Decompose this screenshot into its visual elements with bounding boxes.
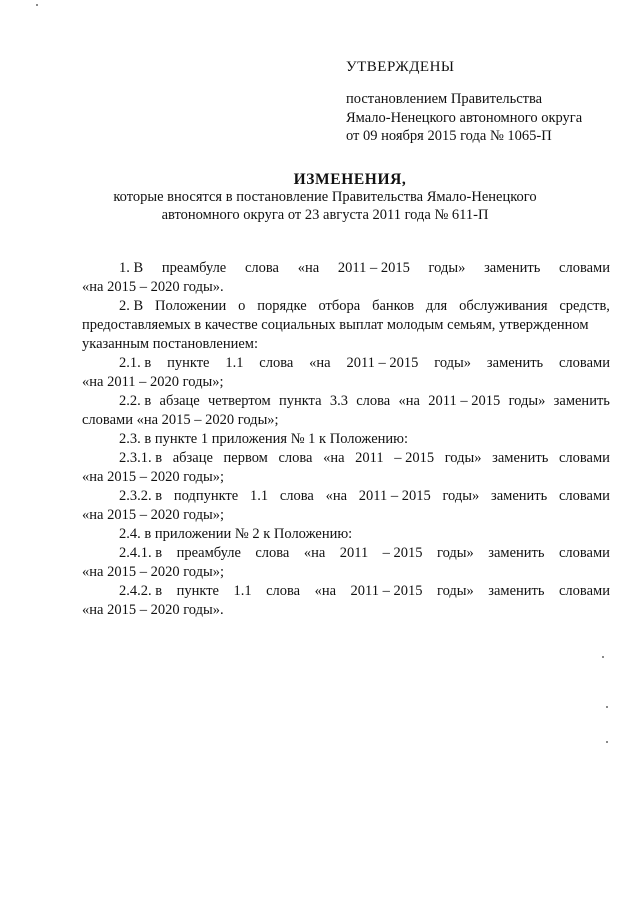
word: четвертом <box>208 393 271 409</box>
word: банков <box>372 298 415 314</box>
word: «на <box>325 488 348 504</box>
scan-speck <box>606 741 608 743</box>
item-2-4-2-line-2: «на 2015 – 2020 годы». <box>82 602 224 618</box>
word: отбора <box>318 298 361 314</box>
approval-line-2: Ямало-Ненецкого автономного округа <box>346 109 583 126</box>
word: 1.1 <box>249 488 269 504</box>
approval-heading: УТВЕРЖДЕНЫ <box>346 59 455 75</box>
approval-line-3: от 09 ноября 2015 года № 1065-П <box>346 128 552 144</box>
item-2-3: 2.3. в пункте 1 приложения № 1 к Положению: <box>119 431 409 447</box>
word: заменить <box>488 545 545 561</box>
item-2-4-1-line-1 <box>82 544 610 563</box>
item-2-line-3: указанным постановлением: <box>82 336 258 352</box>
word: для <box>425 298 448 314</box>
word: 3.3 <box>329 393 348 409</box>
word: годы» <box>442 488 480 504</box>
word: 1.1 <box>233 583 252 599</box>
word: слова <box>356 393 391 409</box>
word: 2011 – 2015 <box>358 488 431 504</box>
item-2-4-2-line-1 <box>82 582 610 601</box>
word: «на <box>323 450 345 466</box>
word: 2. В <box>119 298 144 314</box>
word: годы» <box>436 583 474 599</box>
approval-line-1: постановлением Правительства <box>346 91 543 107</box>
word: пункте <box>167 355 210 371</box>
word: словами <box>558 545 610 561</box>
item-1-line-1 <box>82 259 610 278</box>
word: преамбуле <box>176 545 241 561</box>
word: слова <box>255 545 290 561</box>
word: годы» <box>434 355 472 371</box>
word: слова <box>244 260 279 276</box>
word: 2011 – 2015 <box>428 393 501 409</box>
word: годы» <box>444 450 482 466</box>
word: заменить <box>490 488 548 504</box>
word: 2.3.2. в <box>119 488 163 504</box>
item-2-3-2-line-2: «на 2015 – 2020 годы»; <box>82 507 225 523</box>
word: первом <box>223 450 268 466</box>
word: заменить <box>488 583 545 599</box>
word: заменить <box>553 393 610 409</box>
document-title: ИЗМЕНЕНИЯ, <box>293 171 407 188</box>
scan-speck <box>36 4 38 6</box>
item-2-4: 2.4. в приложении № 2 к Положению: <box>119 526 353 542</box>
word: словами <box>558 488 610 504</box>
word: пункте <box>176 583 219 599</box>
document-subtitle-line-2: автономного округа от 23 августа 2011 года № 611-П <box>161 206 489 223</box>
word: преамбуле <box>161 260 227 276</box>
word: абзаце <box>172 450 213 466</box>
word: 2011 <box>355 450 384 466</box>
word: годы» <box>508 393 546 409</box>
item-2-1-line-2: «на 2011 – 2020 годы»; <box>82 374 224 390</box>
item-2-3-1-line-2: «на 2015 – 2020 годы»; <box>82 469 225 485</box>
word: «на <box>314 583 337 599</box>
word: годы» <box>436 545 474 561</box>
word: слова <box>278 450 313 466</box>
word: годы» <box>428 260 466 276</box>
word: 2011 – 2015 <box>346 355 419 371</box>
word: средств, <box>559 298 610 314</box>
word: слова <box>279 488 314 504</box>
word: словами <box>558 450 610 466</box>
word: о <box>238 298 246 314</box>
word: пункта <box>278 393 322 409</box>
word: 2.4.1. в <box>119 545 163 561</box>
item-2-line-2: предоставляемых в качестве социальных выплат молодым семьям, утвержденном <box>82 317 589 333</box>
approval-block <box>346 58 616 146</box>
word: «на <box>398 393 420 409</box>
word: обслуживания <box>459 298 548 314</box>
item-2-2-line-2: словами «на 2015 – 2020 годы»; <box>82 412 279 428</box>
item-2-3-1-line-1 <box>82 449 610 468</box>
word: «на <box>309 355 331 371</box>
word: 2.1. в <box>119 355 152 371</box>
word: 1. В <box>119 260 144 276</box>
word: заменить <box>486 355 544 371</box>
item-2-3-2-line-1 <box>82 487 610 506</box>
word: 2.2. в <box>119 393 152 409</box>
word: Положении <box>155 298 227 314</box>
scan-speck <box>606 706 608 708</box>
word: подпункте <box>173 488 239 504</box>
document-body <box>82 259 610 620</box>
word: 1.1 <box>225 355 244 371</box>
word: «на <box>303 545 326 561</box>
word: 2011 – 2015 <box>350 583 423 599</box>
word: абзаце <box>159 393 200 409</box>
word: словами <box>559 260 610 276</box>
item-2-1-line-1 <box>82 354 610 373</box>
word: заменить <box>484 260 541 276</box>
word: 2.3.1. в <box>119 450 163 466</box>
item-1-line-2: «на 2015 – 2020 годы». <box>82 279 224 295</box>
document-subtitle-line-1: которые вносятся в постановление Правительства Ямало-Ненецкого <box>113 189 537 205</box>
word: порядке <box>257 298 307 314</box>
word: заменить <box>492 450 549 466</box>
word: – 2015 <box>394 450 435 466</box>
word: слова <box>259 355 294 371</box>
item-2-4-1-line-2: «на 2015 – 2020 годы»; <box>82 564 225 580</box>
item-2-line-1 <box>82 297 610 316</box>
item-2-2-line-1 <box>82 392 610 411</box>
scan-speck <box>602 656 604 658</box>
word: 2.4.2. в <box>119 583 163 599</box>
word: слова <box>266 583 301 599</box>
word: словами <box>559 583 610 599</box>
word: 2011 – 2015 <box>337 260 410 276</box>
word: словами <box>559 355 610 371</box>
word: – 2015 <box>382 545 423 561</box>
word: «на <box>297 260 320 276</box>
document-title-block <box>90 170 560 224</box>
word: 2011 <box>339 545 369 561</box>
